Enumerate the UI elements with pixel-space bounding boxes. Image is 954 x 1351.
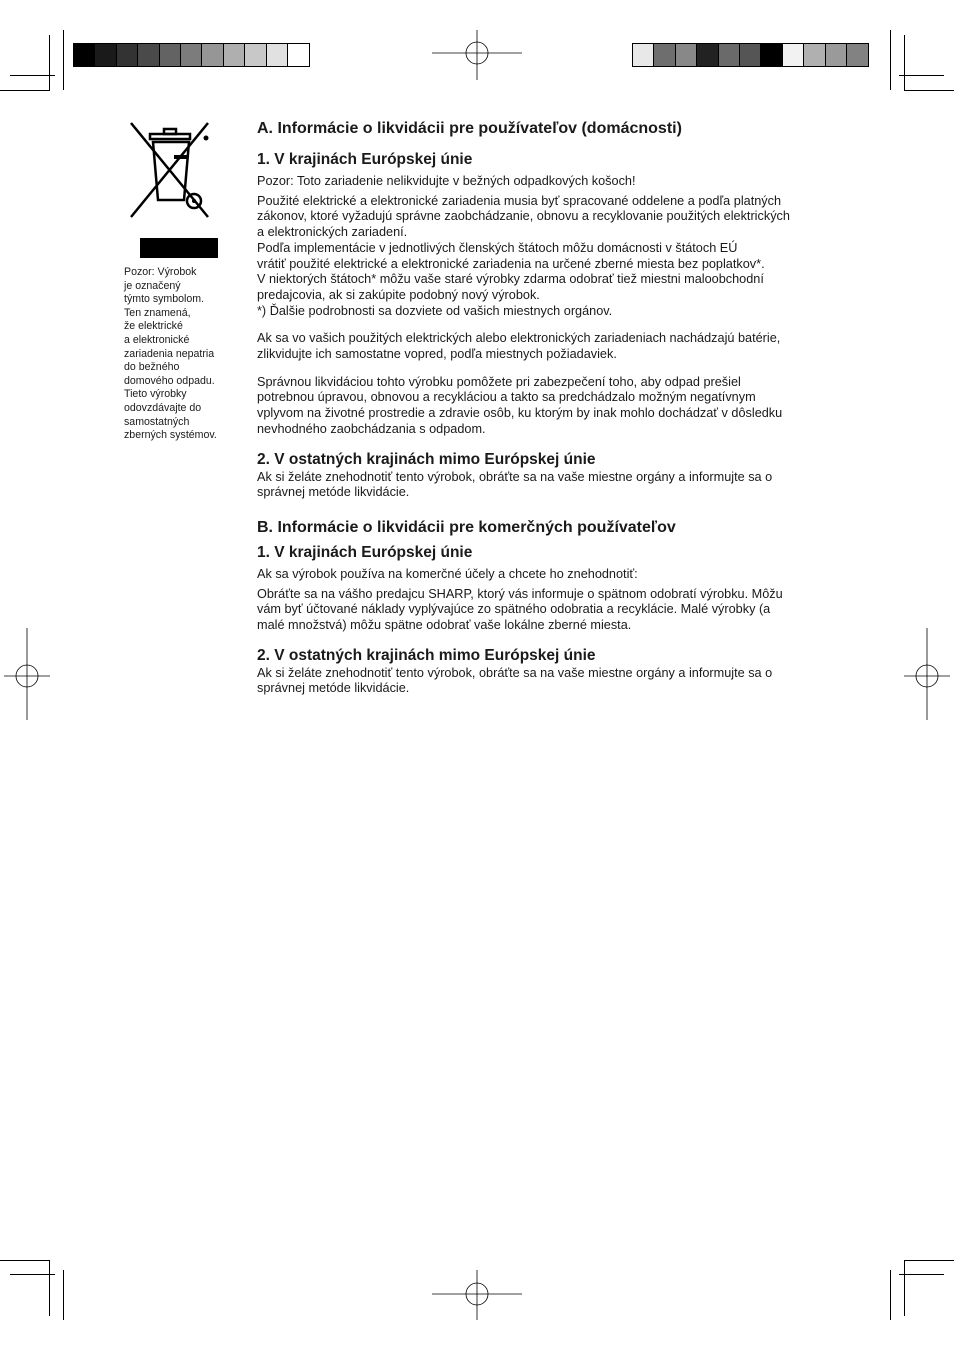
color-swatch	[676, 44, 697, 66]
side-note-line: Tieto výrobky	[124, 388, 187, 401]
color-swatch	[761, 44, 782, 66]
section-b-title: B. Informácie o likvidácii pre komerčných používateľov	[257, 518, 676, 536]
registration-mark-bottom	[432, 1270, 522, 1320]
section-a-sub2-para	[257, 470, 847, 501]
side-note-line: zariadenia nepatria	[124, 347, 215, 360]
crossed-out-bin-icon	[128, 120, 212, 220]
crop-mark	[904, 35, 905, 91]
color-bar-left	[73, 43, 310, 67]
text-line: zlikvidujte ich samostatne vopred, podľa miestnych požiadaviek.	[257, 347, 617, 362]
registration-mark-right	[904, 628, 950, 720]
color-swatch	[697, 44, 718, 66]
text-line: správnej metóde likvidácie.	[257, 681, 410, 696]
text-line: potrebnou úpravou, obnovou a recykláciou a takto sa predchádzalo možným negatívnym	[257, 390, 756, 405]
text-line: a elektronických zariadení.	[257, 225, 408, 240]
section-b-intro: Ak sa výrobok používa na komerčné účely a chcete ho znehodnotiť:	[257, 566, 638, 581]
side-note-line: domového odpadu.	[124, 374, 215, 387]
text-line: V niektorých štátoch* môžu vaše staré výrobky zdarma odobrať tiež miestni maloobchodní	[257, 272, 764, 287]
text-line: Ak sa vo vašich použitých elektrických alebo elektronických zariadeniach nachádzajú batérie,	[257, 331, 781, 346]
side-note-line: Pozor: Výrobok	[124, 266, 197, 278]
text-line: Podľa implementácie v jednotlivých členských štátoch môžu domácnosti v štátoch EÚ	[257, 240, 738, 255]
crop-mark	[10, 1274, 55, 1275]
side-note-line: odovzdávajte do	[124, 401, 202, 414]
color-swatch	[245, 44, 266, 66]
section-b-sub1-title: 1. V krajinách Európskej únie	[257, 543, 473, 561]
color-swatch	[224, 44, 245, 66]
side-note-line: Ten znamená,	[124, 306, 191, 319]
color-swatch	[267, 44, 288, 66]
color-swatch	[740, 44, 761, 66]
text-line: Ak si želáte znehodnotiť tento výrobok, obráťte sa na vaše miestne orgány a informujte sa o	[257, 665, 773, 680]
side-note-line: a elektronické	[124, 333, 190, 346]
text-line: predajcovia, ak si zakúpite podobný nový výrobok.	[257, 287, 540, 302]
color-swatch	[160, 44, 181, 66]
color-swatch	[847, 44, 868, 66]
text-line: vplyvom na životné prostredie a zdravie osôb, ku ktorým by inak mohlo dochádzať v dôsledku	[257, 406, 783, 421]
color-swatch	[826, 44, 847, 66]
text-line: správnej metóde likvidácie.	[257, 485, 410, 500]
color-swatch	[138, 44, 159, 66]
color-swatch	[95, 44, 116, 66]
color-swatch	[719, 44, 740, 66]
crop-mark	[10, 75, 55, 76]
crop-mark	[63, 30, 64, 90]
side-note-line: samostatných	[124, 415, 190, 428]
crop-mark	[49, 1260, 50, 1316]
main-content	[257, 118, 847, 697]
text-line: Správnou likvidáciou tohto výrobku pomôžete pri zabezpečení toho, aby odpad prešiel	[257, 374, 741, 389]
crop-mark	[899, 75, 944, 76]
crop-mark	[904, 1260, 954, 1261]
side-note	[124, 266, 234, 443]
crop-mark	[904, 1260, 905, 1316]
section-a-para3	[257, 375, 847, 438]
side-note-line: týmto symbolom.	[124, 293, 205, 306]
section-a-sub1-title: 1. V krajinách Európskej únie	[257, 151, 473, 168]
crop-mark	[0, 1260, 50, 1261]
text-line: Použité elektrické a elektronické zariadenia musia byť spracované oddelene a podľa platných	[257, 193, 782, 208]
color-bar-right	[632, 43, 869, 67]
side-note-line: je označený	[124, 279, 181, 292]
color-swatch	[783, 44, 804, 66]
text-line: Obráťte sa na vášho predajcu SHARP, ktorý vás informuje o spätnom odobratí výrobku. Môžu	[257, 586, 783, 601]
crop-mark	[63, 1270, 64, 1320]
text-line: *) Ďalšie podrobnosti sa dozviete od vašich miestnych orgánov.	[257, 303, 613, 318]
section-a-warning: Pozor: Toto zariadenie nelikvidujte v bežných odpadkových košoch!	[257, 174, 636, 188]
section-a-title: A. Informácie o likvidácii pre používateľov (domácnosti)	[257, 120, 682, 137]
text-line: Ak si želáte znehodnotiť tento výrobok, obráťte sa na vaše miestne orgány a informujte sa o	[257, 469, 773, 484]
color-swatch	[117, 44, 138, 66]
symbol-bar	[140, 238, 218, 258]
section-b-sub2-title: 2. V ostatných krajinách mimo Európskej únie	[257, 646, 596, 664]
side-note-line: zberných systémov.	[124, 429, 217, 442]
text-line: vrátiť použité elektrické a elektronické zariadenia na určené zberné miesta bez poplatkov*.	[257, 256, 765, 271]
text-line: nevhodného zaobchádzania s odpadom.	[257, 421, 486, 436]
text-line: zákonov, ktoré vyžadujú správne zaobchádzanie, obnovu a recyklovanie použitých elektrických	[257, 209, 790, 224]
section-b-sub2-para	[257, 666, 847, 697]
crop-mark	[899, 1274, 944, 1275]
section-a-para1	[257, 194, 847, 320]
color-swatch	[202, 44, 223, 66]
crop-mark	[890, 1270, 891, 1320]
crop-mark	[49, 35, 50, 91]
side-note-line: do bežného	[124, 361, 180, 374]
color-swatch	[804, 44, 825, 66]
section-a-sub2-title: 2. V ostatných krajinách mimo Európskej únie	[257, 450, 596, 468]
color-swatch	[181, 44, 202, 66]
color-swatch	[633, 44, 654, 66]
crop-mark	[0, 90, 50, 91]
color-swatch	[654, 44, 675, 66]
side-note-line: že elektrické	[124, 320, 183, 333]
text-line: vám byť účtované náklady vyplývajúce zo spätného odobratia a recyklácie. Malé výrobky (a	[257, 602, 771, 617]
crop-mark	[904, 90, 954, 91]
crop-mark	[890, 30, 891, 90]
color-swatch	[288, 44, 309, 66]
registration-mark-top	[432, 30, 522, 80]
section-a-para2	[257, 331, 847, 362]
color-swatch	[74, 44, 95, 66]
text-line: malé množstvá) môžu spätne odobrať vaše lokálne zberné miesta.	[257, 618, 632, 633]
registration-mark-left	[4, 628, 50, 720]
section-b-sub1-para	[257, 587, 847, 634]
